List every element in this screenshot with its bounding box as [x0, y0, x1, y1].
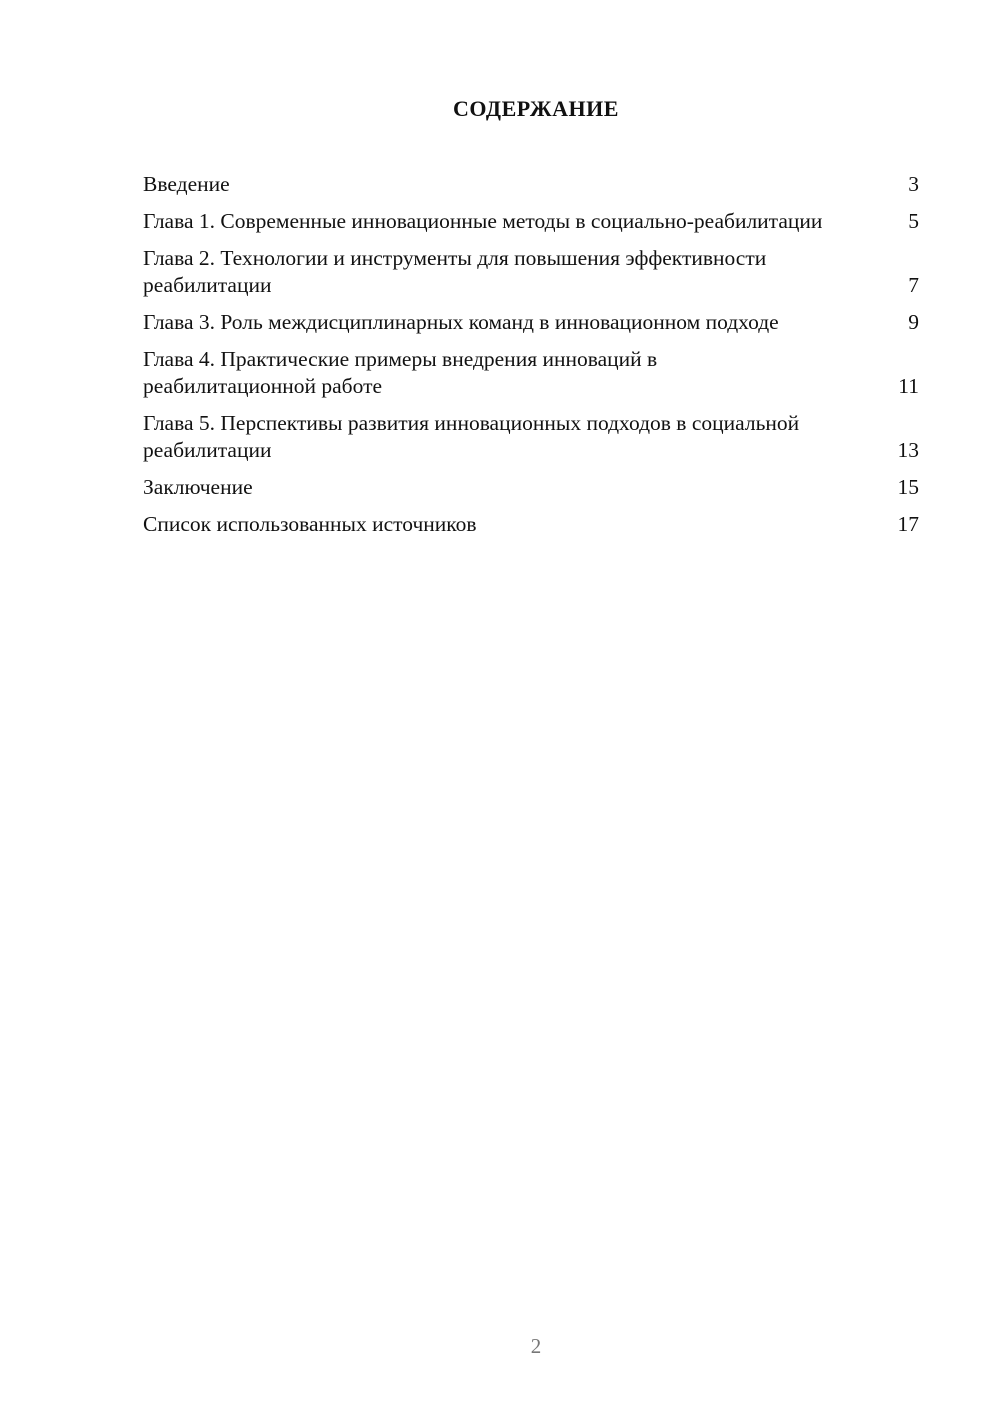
- toc-entry-page: 15: [897, 475, 919, 499]
- page-title: СОДЕРЖАНИЕ: [453, 96, 619, 121]
- toc-entry-chapter-3: [143, 309, 919, 336]
- toc-entry-label: Введение: [143, 172, 230, 196]
- toc-entry-page: 5: [908, 209, 919, 233]
- toc-entry-introduction: [143, 171, 919, 198]
- table-of-contents: [143, 171, 919, 548]
- toc-entry-label: Список использованных источников: [143, 512, 477, 536]
- toc-entry-chapter-4: [143, 346, 919, 400]
- toc-entry-page: 7: [908, 273, 919, 297]
- toc-entry-label: Глава 5. Перспективы развития инновационных подходов в социальной реабилитации: [143, 411, 800, 462]
- toc-entry-page: 11: [898, 374, 919, 398]
- toc-entry-page: 17: [897, 512, 919, 536]
- toc-entry-page: 3: [908, 172, 919, 196]
- toc-entry-chapter-5: [143, 410, 919, 464]
- toc-entry-label: Глава 2. Технологии и инструменты для повышения эффективности реабилитации: [143, 246, 767, 297]
- toc-entry-label: Заключение: [143, 475, 253, 499]
- toc-entry-conclusion: [143, 474, 919, 501]
- toc-entry-label: Глава 1. Современные инновационные методы в социально-реабилитации: [143, 209, 823, 233]
- toc-entry-page: 13: [897, 438, 919, 462]
- page-number: 2: [530, 1334, 542, 1358]
- toc-entry-chapter-1: [143, 208, 919, 235]
- toc-entry-chapter-2: [143, 245, 919, 299]
- toc-entry-label: Глава 3. Роль междисциплинарных команд в инновационном подходе: [143, 310, 779, 334]
- toc-entry-references: [143, 511, 919, 538]
- toc-entry-label: Глава 4. Практические примеры внедрения инноваций в реабилитационной работе: [143, 347, 658, 398]
- toc-entry-page: 9: [908, 310, 919, 334]
